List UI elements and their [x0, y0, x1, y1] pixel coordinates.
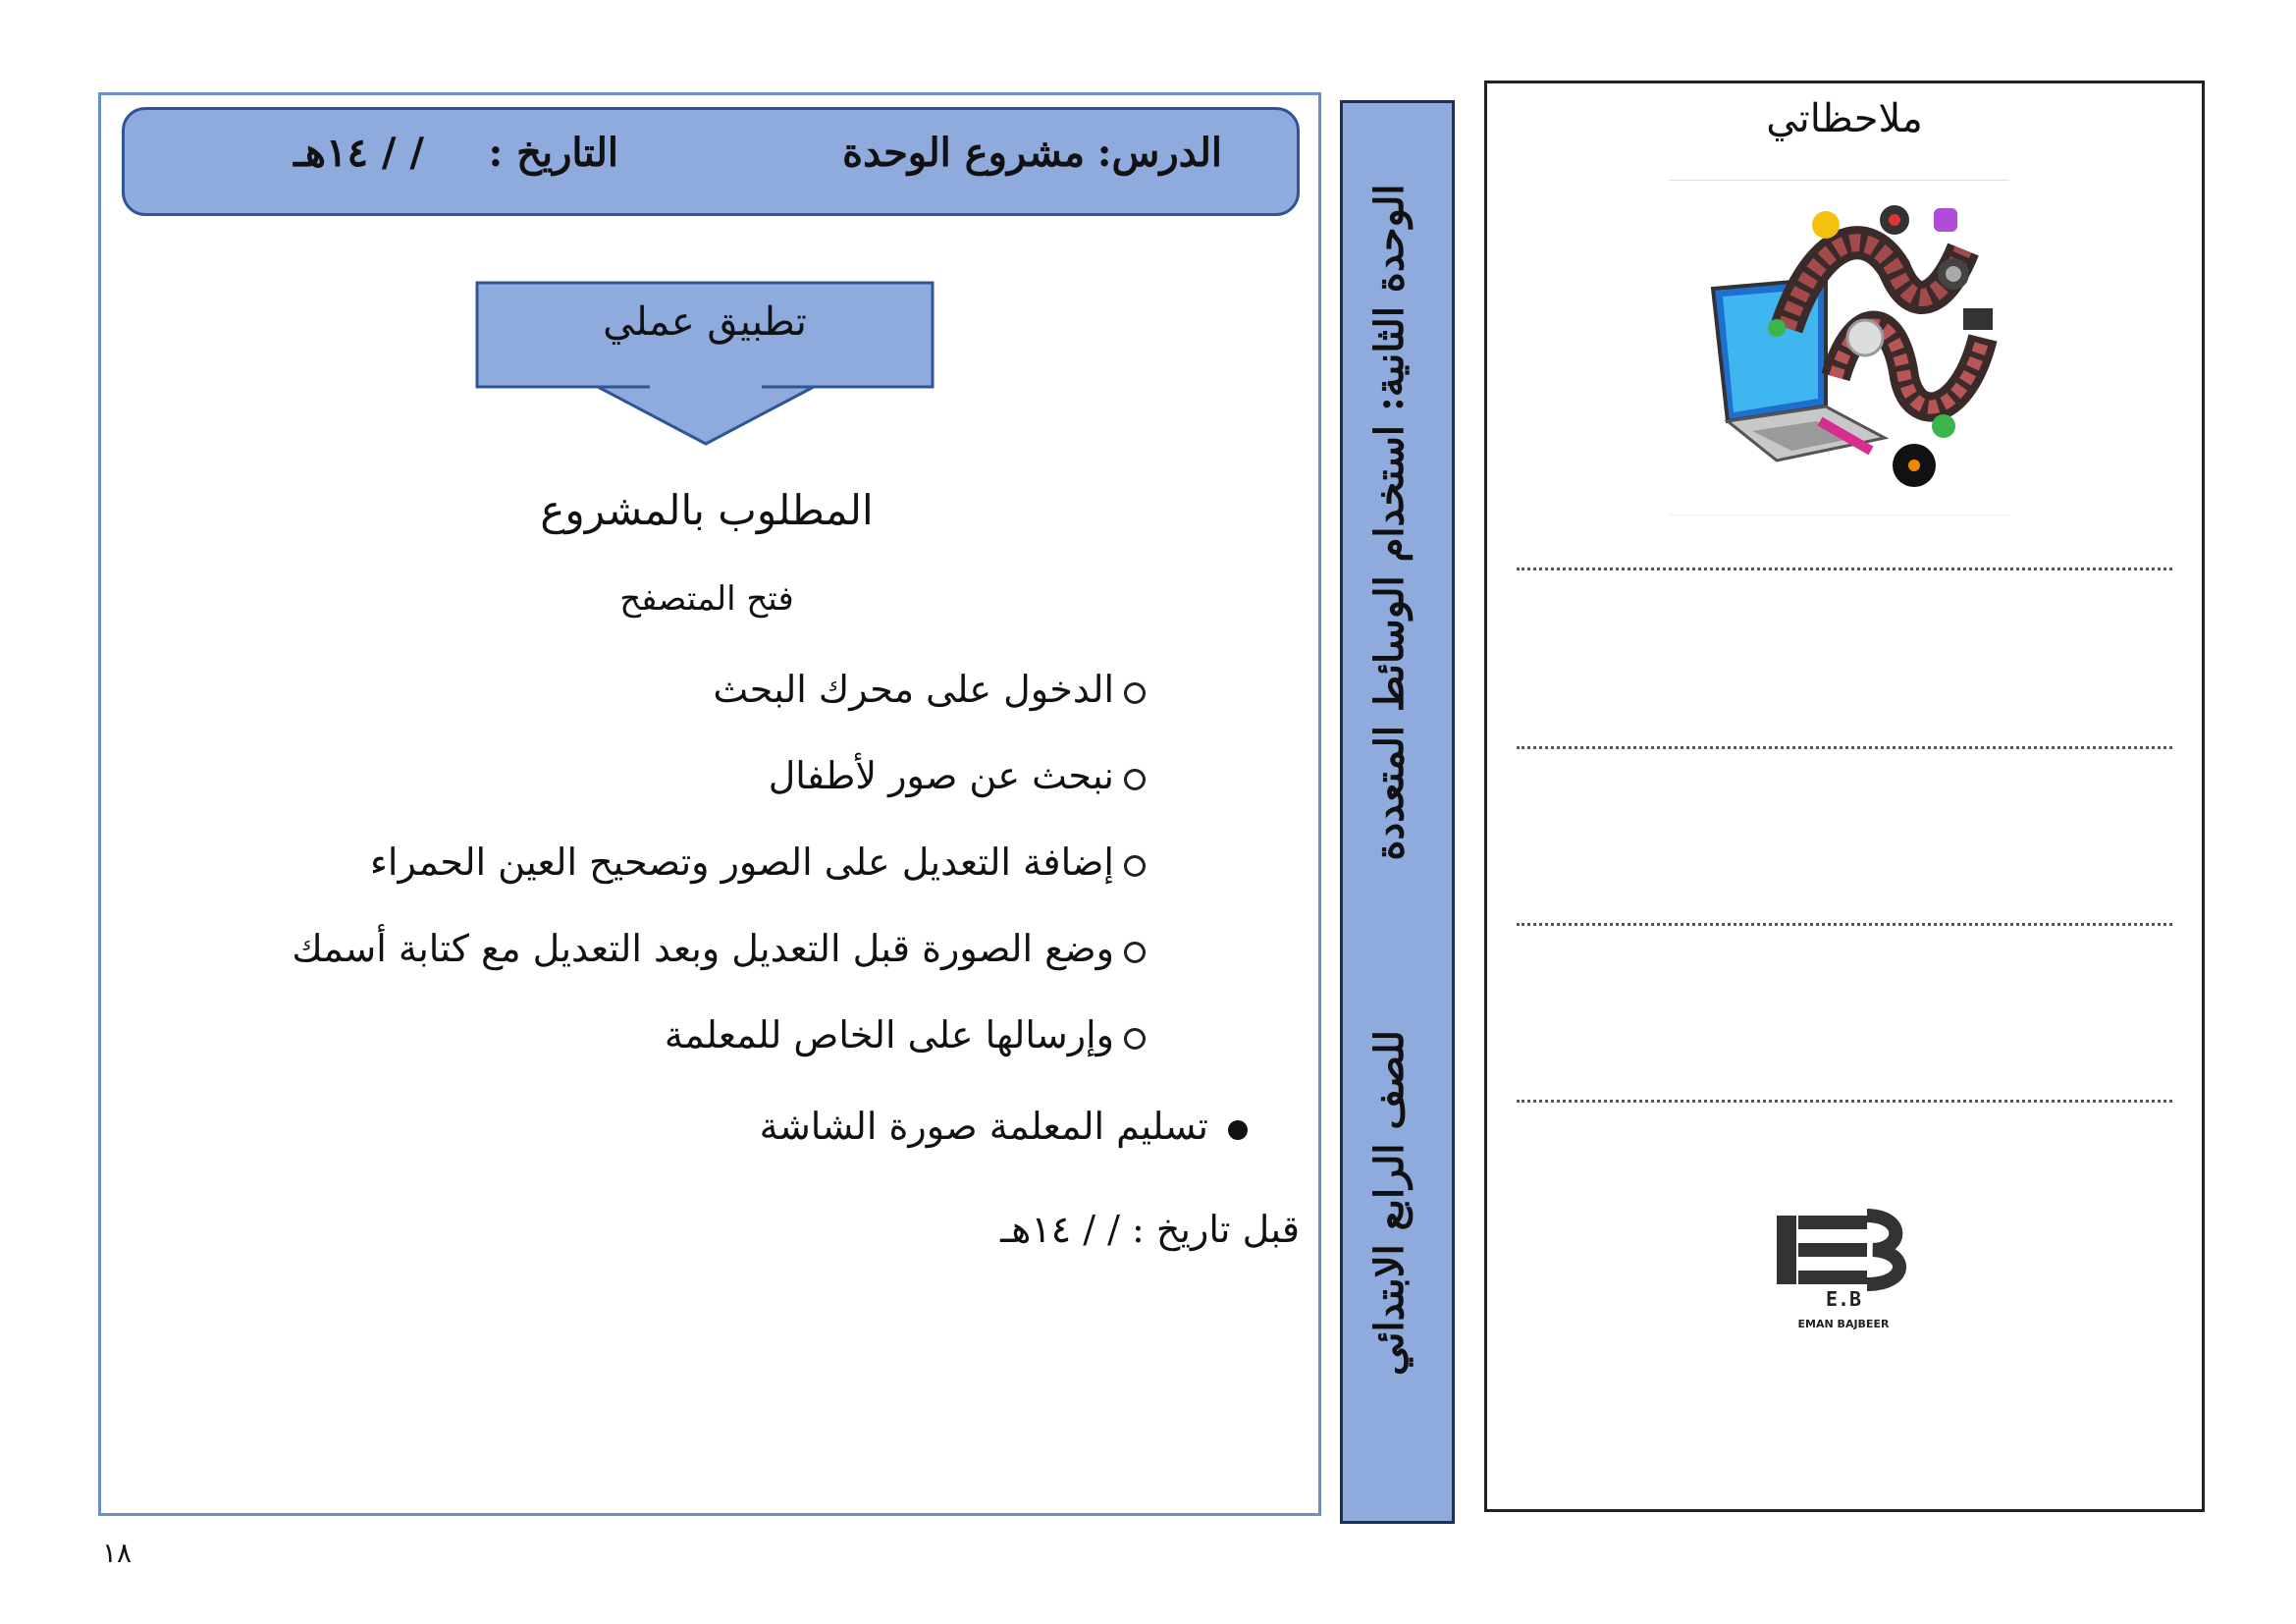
lesson-title: مشروع الوحدة — [842, 130, 1086, 176]
lesson-heading — [842, 130, 1222, 176]
circle-bullet-icon — [1124, 1028, 1146, 1050]
lesson-label: الدرس: — [1096, 130, 1222, 176]
notes-title: ملاحظاتي — [1766, 96, 1923, 141]
notes-line — [1517, 746, 2172, 749]
logo-letters: E.B — [1825, 1287, 1862, 1311]
step-item: وإرسالها على الخاص للمعلمة — [665, 1013, 1146, 1056]
step-item: إضافة التعديل على الصور وتصحيح العين الحمراء — [370, 840, 1146, 884]
circle-bullet-icon — [1124, 855, 1146, 877]
notes-line — [1517, 568, 2172, 570]
unit-title: الوحدة الثانية: استخدام الوسائط المتعددة — [1366, 184, 1413, 861]
logo-caption: EMAN BAJBEER — [1797, 1318, 1890, 1330]
eb-logo-icon — [1757, 1198, 1934, 1335]
requirements-title: المطلوب بالمشروع — [540, 486, 874, 534]
step-item: الدخول على محرك البحث — [713, 668, 1146, 711]
multimedia-laptop-icon — [1669, 181, 2009, 516]
filled-bullet-icon — [1228, 1120, 1248, 1140]
circle-bullet-icon — [1124, 769, 1146, 790]
page-number: ١٨ — [102, 1537, 133, 1569]
multimedia-illustration — [1669, 180, 2009, 515]
notes-line — [1517, 923, 2172, 926]
lesson-date — [196, 130, 618, 176]
date-label: التاريخ : — [488, 130, 618, 176]
requirements-subtitle: فتح المتصفح — [619, 579, 794, 619]
step-item: نبحث عن صور لأطفال — [769, 754, 1146, 797]
step-item: وضع الصورة قبل التعديل وبعد التعديل مع كتابة أسمك — [292, 927, 1146, 970]
date-value: / / ١٤هـ — [294, 130, 425, 176]
deadline-date: قبل تاريخ : / / ١٤هـ — [1000, 1208, 1300, 1251]
grade-title: للصف الرابع الابتدائي — [1366, 1030, 1413, 1376]
delivery-instruction: تسليم المعلمة صورة الشاشة — [760, 1105, 1248, 1148]
circle-bullet-icon — [1124, 682, 1146, 704]
circle-bullet-icon — [1124, 942, 1146, 963]
callout-label: تطبيق عملي — [603, 299, 807, 345]
notes-line — [1517, 1100, 2172, 1103]
